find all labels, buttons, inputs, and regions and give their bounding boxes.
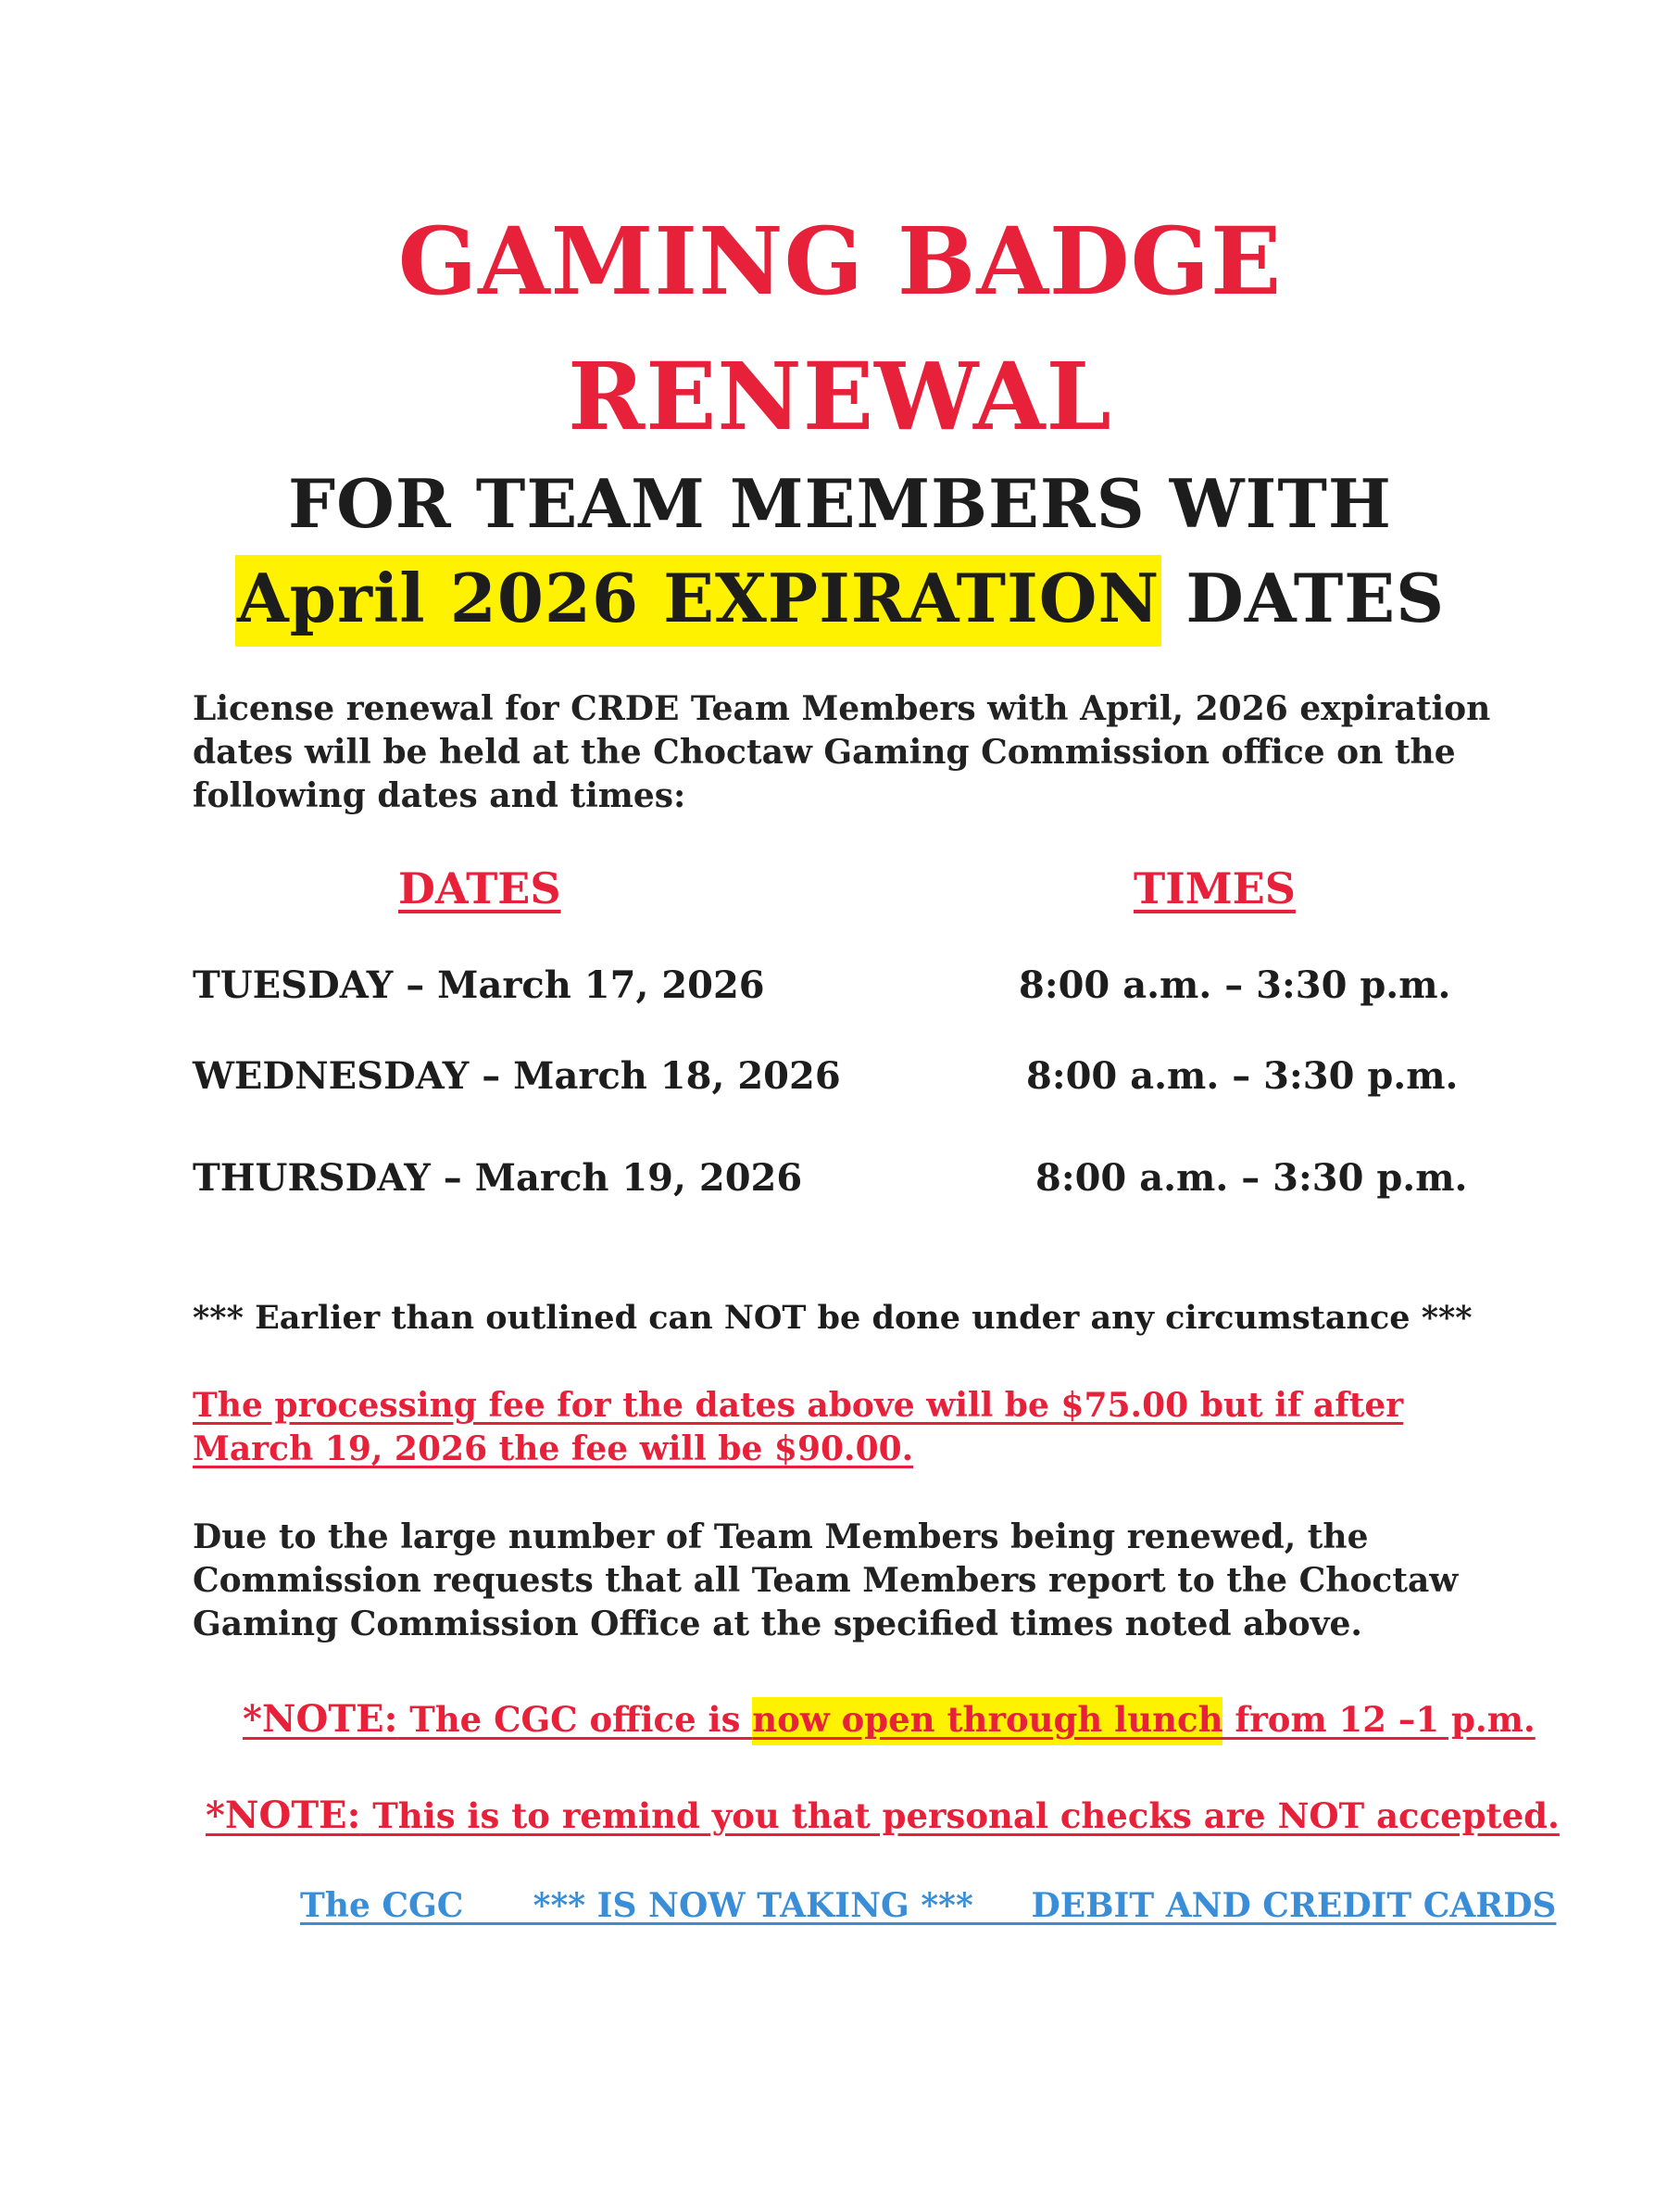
expiration-highlight: April 2026 EXPIRATION (235, 555, 1161, 647)
earlier-warning: *** Earlier than outlined can NOT be done under any circumstance *** (193, 1299, 1473, 1337)
schedule-date-3: THURSDAY – March 19, 2026 (193, 1156, 803, 1200)
dates-header: DATES (398, 863, 561, 913)
times-header: TIMES (1134, 863, 1296, 913)
intro-line: License renewal for CRDE Team Members with April, 2026 expiration (193, 689, 1491, 728)
large-number-paragraph (193, 1516, 1489, 1646)
schedule-time-1: 8:00 a.m. – 3:30 p.m. (1019, 963, 1451, 1007)
schedule-date-2: WEDNESDAY – March 18, 2026 (193, 1054, 841, 1098)
intro-line: following dates and times: (193, 776, 686, 815)
note-text: This is to remind you that personal checks are NOT accepted. (360, 1795, 1560, 1836)
intro-paragraph (193, 687, 1489, 818)
fee-line: March 19, 2026 the fee will be $90.00. (193, 1429, 914, 1468)
fee-line: The processing fee for the dates above will be $75.00 but if after (193, 1386, 1404, 1425)
subtitle-tail: DATES (1161, 559, 1446, 637)
schedule-date-1: TUESDAY – March 17, 2026 (193, 963, 765, 1007)
note-text-after: from 12 –1 p.m. (1222, 1699, 1536, 1740)
schedule-time-3: 8:00 a.m. – 3:30 p.m. (1035, 1156, 1468, 1200)
note-lead: *NOTE: (243, 1697, 398, 1741)
title-line-1: GAMING BADGE (397, 207, 1283, 316)
schedule-time-2: 8:00 a.m. – 3:30 p.m. (1026, 1054, 1459, 1098)
note-lunch (243, 1697, 1536, 1741)
lunch-highlight: now open through lunch (752, 1697, 1222, 1745)
note-lead: *NOTE: (206, 1794, 361, 1837)
note-text-before: The CGC office is (397, 1699, 753, 1740)
paragraph-line: Commission requests that all Team Members report to the Choctaw (193, 1561, 1459, 1600)
paragraph-line: Gaming Commission Office at the specified times noted above. (193, 1605, 1362, 1643)
subtitle-line-1: FOR TEAM MEMBERS WITH (288, 464, 1392, 543)
title-line-2: RENEWAL (568, 342, 1112, 451)
cards-accepted-notice: The CGC *** IS NOW TAKING *** DEBIT AND CREDIT CARDS (300, 1886, 1557, 1925)
processing-fee-notice (193, 1384, 1403, 1471)
subtitle-line-2 (0, 559, 1680, 637)
intro-line: dates will be held at the Choctaw Gaming Commission office on the (193, 733, 1456, 772)
paragraph-line: Due to the large number of Team Members being renewed, the (193, 1517, 1369, 1556)
note-checks (206, 1794, 1560, 1837)
